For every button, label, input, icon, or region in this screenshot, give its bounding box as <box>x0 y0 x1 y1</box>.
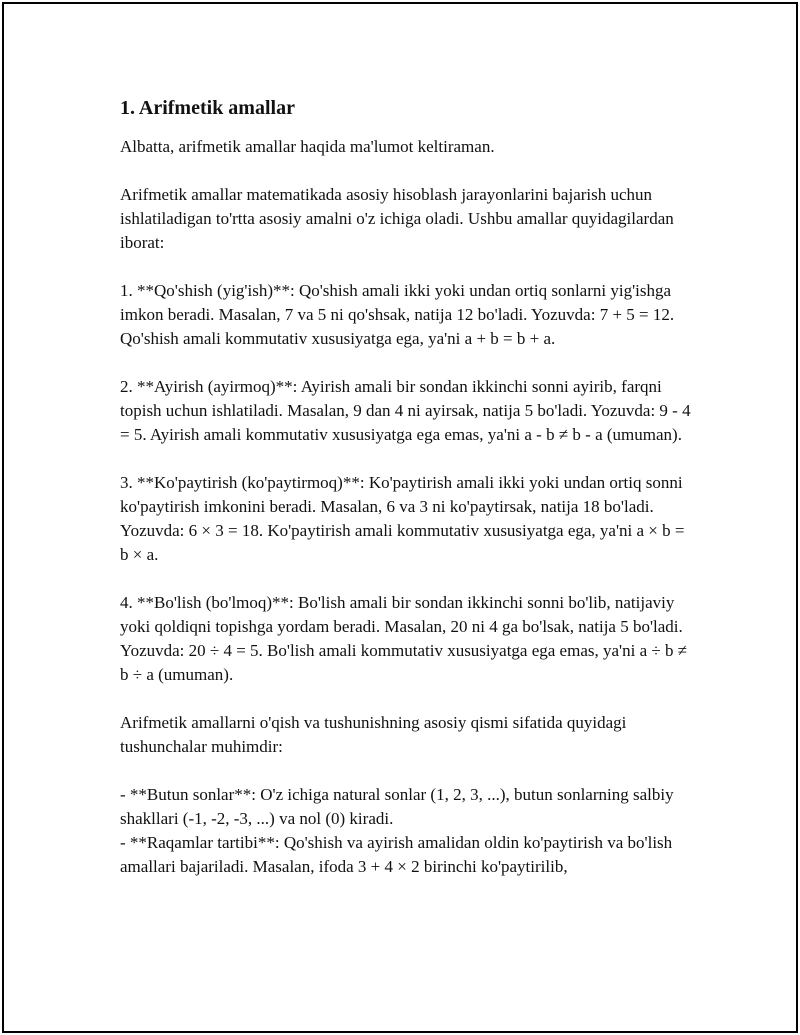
intro-paragraph: Albatta, arifmetik amallar haqida ma'lumot keltiraman. <box>120 137 495 156</box>
concepts-intro-paragraph: Arifmetik amallarni o'qish va tushunishning asosiy qismi sifatida quyidagi tushunchalar muhimdir: <box>120 713 627 756</box>
operation-multiplication: 3. **Ko'paytirish (ko'paytirmoq)**: Ko'paytirish amali ikki yoki undan ortiq sonni ko'paytirish imkonini beradi. Masalan, 6 va 3 ni ko'paytirsak, natija 18 bo'ladi. Yozuvda: 6 × 3 = 18. Ko'paytirish amali kommutativ xususiyatga ega, ya'ni a × b = b × a. <box>120 473 685 564</box>
document-title: 1. Arifmetik amallar <box>120 97 295 119</box>
overview-paragraph: Arifmetik amallar matematikada asosiy hisoblash jarayonlarini bajarish uchun ishlatiladigan to'rtta asosiy amalni o'z ichiga oladi. Ushbu amallar quyidagilardan iborat: <box>120 185 674 252</box>
operation-division: 4. **Bo'lish (bo'lmoq)**: Bo'lish amali bir sondan ikkinchi sonni bo'lib, natijaviy yoki qoldiqni topishga yordam beradi. Masalan, 20 ni 4 ga bo'lsak, natija 5 bo'ladi. Yozuvda: 20 ÷ 4 = 5. Bo'lish amali kommutativ xususiyatga ega emas, ya'ni a ÷ b ≠ b ÷ a (umuman). <box>120 593 688 684</box>
operation-subtraction: 2. **Ayirish (ayirmoq)**: Ayirish amali bir sondan ikkinchi sonni ayirib, farqni topish uchun ishlatiladi. Masalan, 9 dan 4 ni ayirsak, natija 5 bo'ladi. Yozuvda: 9 - 4 = 5. Ayirish amali kommutativ xususiyatga ega emas, ya'ni a - b ≠ b - a (umuman). <box>120 377 691 444</box>
document-body <box>120 94 695 879</box>
concept-integers: - **Butun sonlar**: O'z ichiga natural sonlar (1, 2, 3, ...), butun sonlarning salbiy shakllari (-1, -2, -3, ...) va nol (0) kiradi. <box>120 785 674 828</box>
concept-order-of-operations: - **Raqamlar tartibi**: Qo'shish va ayirish amalidan oldin ko'paytirish va bo'lish amallari bajariladi. Masalan, ifoda 3 + 4 × 2 birinchi ko'paytirilib, <box>120 833 673 876</box>
operation-addition: 1. **Qo'shish (yig'ish)**: Qo'shish amali ikki yoki undan ortiq sonlarni yig'ishga imkon beradi. Masalan, 7 va 5 ni qo'shsak, natija 12 bo'ladi. Yozuvda: 7 + 5 = 12. Qo'shish amali kommutativ xususiyatga ega, ya'ni a + b = b + a. <box>120 281 675 348</box>
document-page <box>2 2 798 1033</box>
